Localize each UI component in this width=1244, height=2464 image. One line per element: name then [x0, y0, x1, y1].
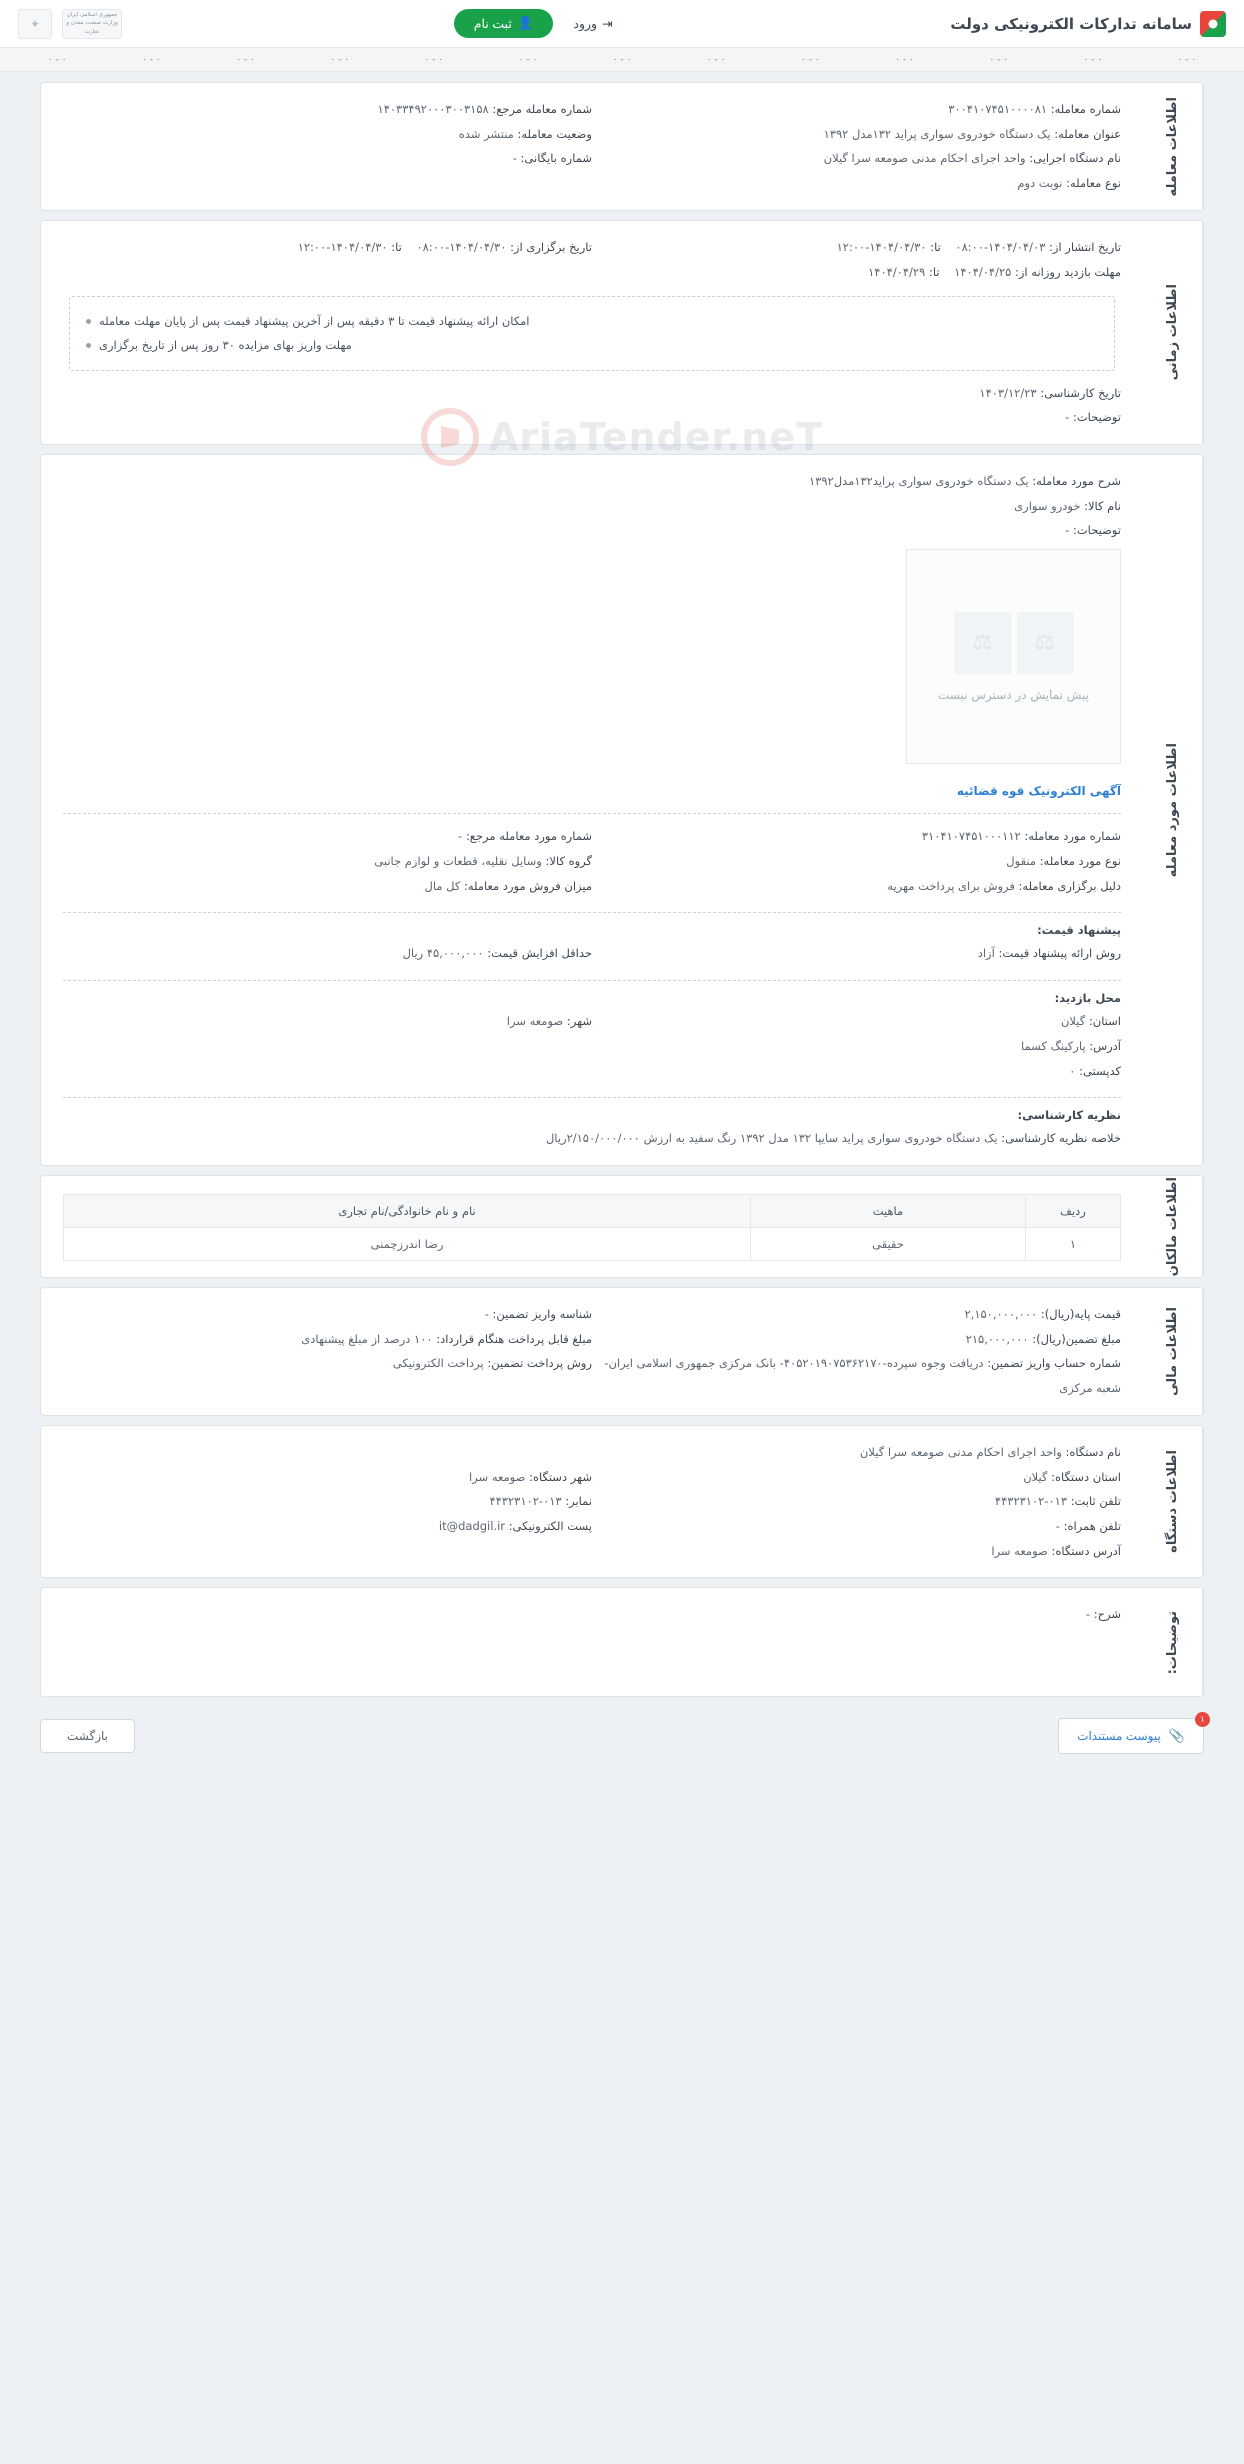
section-deal-info-tab [1143, 83, 1203, 210]
login-label: ورود [573, 17, 598, 31]
deal-org-row [592, 146, 1121, 171]
section-organization [40, 1425, 1204, 1579]
visit-city-label: شهر: [566, 1014, 592, 1029]
deposit-row [592, 1327, 1121, 1352]
ticker-item: ۰ - ۰ [1083, 54, 1103, 65]
publish-date-to-label: تا: [930, 239, 941, 254]
ticker-item: ۰ - ۰ [47, 54, 67, 65]
expert-date-row [63, 381, 1121, 406]
visit-date-label: مهلت بازدید روزانه از: [1015, 264, 1121, 279]
image-placeholder-icon: ⚖ [955, 612, 1011, 674]
ticker-item: ۰ - ۰ [801, 54, 820, 65]
visit-postal-label: کدپستی: [1079, 1063, 1121, 1078]
price-step-label: حداقل افزایش قیمت: [487, 946, 592, 961]
deal-number-row [592, 97, 1121, 122]
deal-type-value: نوبت دوم [1017, 176, 1063, 191]
section-owners-tab [1143, 1176, 1203, 1277]
section-owners-title: اطلاعات مالکان [1165, 1176, 1180, 1277]
org-mobile-value: - [1055, 1518, 1060, 1533]
deal-org-label: نام دستگاه اجرایی: [1029, 151, 1121, 166]
item-ref-row [63, 824, 592, 849]
price-section-title: پیشنهاد قیمت: [1037, 923, 1121, 938]
deal-status-value: منتشر شده [458, 126, 514, 141]
hold-date-to: ۱۴۰۴/۰۴/۳۰-۱۲:۰۰ [297, 239, 388, 254]
site-logo-icon [1200, 11, 1226, 37]
visit-section-title: محل بازدید: [1054, 991, 1121, 1006]
notes-row [63, 1602, 1121, 1627]
divider [63, 1097, 1121, 1098]
org-mobile-row [592, 1514, 1121, 1539]
account-label: شماره حساب واریز تضمین: [987, 1356, 1121, 1371]
visit-city-value: صومعه سرا [506, 1014, 564, 1029]
visit-postal-value: ۰ [1069, 1063, 1076, 1078]
visit-address-row [592, 1034, 1121, 1059]
org-email-value: it@dadgil.ir [438, 1518, 506, 1533]
hold-date-row [63, 235, 592, 260]
divider [63, 980, 1121, 981]
section-organization-title: اطلاعات دستگاه [1165, 1450, 1180, 1554]
notice-text: مهلت واریز بهای مزایده ۳۰ روز پس از تاریخ برگزاری [99, 338, 352, 353]
org-address-label: آدرس دستگاه: [1051, 1543, 1121, 1558]
item-group-value: وسایل نقلیه، قطعات و لوازم جانبی [374, 853, 542, 868]
shenase-label: شناسه واریز تضمین: [492, 1306, 592, 1321]
section-subject [40, 454, 1204, 1166]
deal-ref-row [63, 97, 592, 122]
item-reason-row [592, 874, 1121, 899]
item-ref-label: شماره مورد معامله مرجع: [465, 829, 592, 844]
publish-date-row [592, 235, 1121, 260]
org-fax-value: ۰۱۳-۴۴۳۲۳۱۰۲ [489, 1494, 562, 1509]
section-deal-info-body [41, 83, 1143, 210]
subject-desc-row [63, 469, 1121, 494]
expert-section-title: نظریه کارشناسی: [1017, 1108, 1121, 1123]
section-time-info [40, 220, 1204, 445]
pay-method-label: روش پرداخت تضمین: [487, 1356, 592, 1371]
section-financial-title: اطلاعات مالی [1165, 1306, 1180, 1396]
bullet-icon [86, 319, 91, 324]
shenase-row [63, 1302, 592, 1327]
back-button[interactable]: بازگشت [40, 1719, 135, 1753]
time-notice-1 [86, 309, 1098, 333]
attachments-button[interactable] [1058, 1714, 1205, 1754]
section-owners-body [41, 1176, 1143, 1277]
attachments-label: پیوست مستندات [1077, 1729, 1161, 1744]
hold-date-label: تاریخ برگزاری از: [510, 239, 592, 254]
subject-notes-value: - [1065, 523, 1070, 538]
section-financial-body [41, 1288, 1143, 1415]
item-number-value: ۳۱۰۴۱۰۷۴۵۱۰۰۰۱۱۲ [921, 829, 1021, 844]
ticker-item: ۰ - ۰ [330, 54, 349, 65]
subject-notes-row [63, 518, 1121, 543]
ticker-item: ۰ - ۰ [895, 54, 914, 65]
ticker-item: ۰ - ۰ [424, 54, 444, 65]
base-price-value: ۲,۱۵۰,۰۰۰,۰۰۰ [964, 1306, 1038, 1321]
price-method-value: آزاد [977, 946, 995, 961]
contract-payment-value: ۱۰۰ درصد از مبلغ پیشنهادی [301, 1331, 433, 1346]
org-unit-value: واحد اجرای احکام مدنی صومعه سرا گیلان [859, 1444, 1062, 1459]
subject-notes-label: توضیحات: [1072, 523, 1121, 538]
section-financial-tab [1143, 1288, 1203, 1415]
item-type-row [592, 849, 1121, 874]
notes-value: - [1085, 1607, 1091, 1622]
org-unit-label: نام دستگاه: [1065, 1444, 1121, 1459]
deal-number-label: شماره معامله: [1050, 102, 1121, 116]
footer-actions [0, 1706, 1244, 1758]
section-organization-tab [1143, 1426, 1203, 1578]
contract-payment-label: مبلغ قابل پرداخت هنگام قرارداد: [436, 1331, 592, 1346]
section-notes-body [41, 1588, 1143, 1696]
section-deal-info-title: اطلاعات معامله [1165, 96, 1180, 197]
item-group-row [63, 849, 592, 874]
item-group-label: گروه کالا: [545, 853, 592, 868]
pay-method-row [63, 1351, 592, 1376]
user-plus-icon: 👤 [517, 16, 534, 30]
org-unit-row [63, 1440, 1121, 1465]
paperclip-icon: 📎 [1168, 1728, 1185, 1744]
section-financial [40, 1287, 1204, 1416]
top-bar [0, 0, 1244, 48]
item-number-label: شماره مورد معامله: [1024, 829, 1121, 844]
account-row [592, 1351, 1121, 1400]
hold-date-to-label: تا: [391, 239, 402, 254]
brand [950, 11, 1226, 37]
org-province-label: استان دستگاه: [1051, 1469, 1121, 1484]
section-subject-title: اطلاعات مورد معامله [1165, 742, 1180, 878]
ticker-item: ۰ - ۰ [142, 54, 161, 65]
register-button[interactable] [454, 9, 554, 38]
org-province-value: گیلان [1023, 1469, 1048, 1484]
org-city-value: صومعه سرا [469, 1469, 526, 1484]
section-notes-tab [1143, 1588, 1203, 1696]
section-time-info-tab [1143, 221, 1203, 444]
price-method-label: روش ارائه پیشنهاد قیمت: [998, 946, 1121, 961]
image-placeholder-icon: ⚖ [1017, 612, 1073, 674]
visit-date-to: ۱۴۰۴/۰۴/۲۹ [868, 264, 926, 279]
org-address-row [592, 1539, 1121, 1564]
expert-summary-row [63, 1126, 1121, 1151]
publish-date-to: ۱۴۰۴/۰۴/۳۰-۱۲:۰۰ [836, 239, 927, 254]
expert-summary-label: خلاصه نظریه کارشناسی: [1001, 1131, 1121, 1146]
ticker-item: ۰ - ۰ [236, 54, 255, 65]
item-amount-row [63, 874, 592, 899]
section-time-info-title: اطلاعات زمانی [1165, 284, 1180, 381]
owners-col-index: ردیف [1025, 1194, 1120, 1227]
visit-province-row [592, 1009, 1121, 1034]
expert-summary-value: یک دستگاه خودروی سواری پراید سایپا ۱۳۲ مدل ۱۳۹۲ رنگ سفید به ارزش ۲/۱۵۰/۰۰۰/۰۰۰ریال [545, 1131, 998, 1146]
time-desc-value: - [1065, 410, 1070, 425]
section-notes-title: توضیحات: [1165, 1610, 1180, 1675]
deal-title-value: یک دستگاه خودروی سواری پراید ۱۳۲مدل ۱۳۹۲ [823, 126, 1051, 141]
owner-nature: حقیقی [751, 1227, 1026, 1260]
deal-archive-row [63, 146, 592, 171]
item-number-row [592, 824, 1121, 849]
expert-date-label: تاریخ کارشناسی: [1040, 385, 1121, 400]
deal-ref-value: ۱۴۰۳۳۴۹۲۰۰۰۳۰۰۳۱۵۸ [377, 102, 489, 116]
time-notice-2 [86, 333, 1098, 357]
expert-date-value: ۱۴۰۳/۱۲/۲۳ [979, 385, 1037, 400]
org-email-label: پست الکترونیکی: [508, 1518, 592, 1533]
section-time-info-body [41, 221, 1143, 444]
deal-status-label: وضعیت معامله: [517, 126, 592, 141]
item-reason-label: دلیل برگزاری معامله: [1018, 878, 1121, 893]
deal-number-value: ۳۰۰۴۱۰۷۴۵۱۰۰۰۰۸۱ [948, 102, 1048, 116]
item-amount-value: کل مال [424, 878, 461, 893]
visit-city-row [63, 1009, 592, 1034]
preview-unavailable-label: پیش نمایش در دسترس نیست [938, 687, 1089, 702]
subject-goods-row [63, 494, 1121, 519]
price-method-row [592, 941, 1121, 966]
subject-goods-label: نام کالا: [1084, 498, 1121, 513]
org-address-value: صومعه سرا [991, 1543, 1048, 1558]
subject-desc-label: شرح مورد معامله: [1032, 474, 1121, 489]
ticker-item: ۰ - ۰ [1177, 54, 1197, 65]
visit-postal-row [592, 1059, 1121, 1084]
table-row [64, 1227, 1121, 1260]
notes-label: شرح: [1093, 1607, 1121, 1622]
ticker-item: ۰ - ۰ [989, 54, 1008, 65]
contract-payment-row [63, 1327, 592, 1352]
item-type-value: منقول [1006, 853, 1037, 868]
login-icon: ⇥ [602, 17, 613, 31]
site-title: سامانه تدارکات الکترونیکی دولت [950, 14, 1192, 33]
judiciary-ad-link[interactable]: آگهی الکترونیک قوه قضائیه [956, 784, 1121, 799]
deal-archive-label: شماره بایگانی: [520, 151, 592, 166]
divider [63, 912, 1121, 913]
preview-thumbnails [955, 612, 1073, 674]
deposit-value: ۲۱۵,۰۰۰,۰۰۰ [965, 1331, 1029, 1346]
deal-archive-value: - [512, 151, 517, 166]
attachments-count-badge: ۱ [1195, 1712, 1210, 1727]
auth-area [454, 9, 619, 38]
section-organization-body [41, 1426, 1143, 1578]
base-price-label: قیمت پایه(ریال): [1040, 1306, 1121, 1321]
section-subject-body [41, 455, 1143, 1165]
visit-province-value: گیلان [1060, 1014, 1086, 1029]
price-step-row [63, 941, 592, 966]
publish-date-from: ۱۴۰۴/۰۴/۰۳-۰۸:۰۰ [955, 239, 1046, 254]
login-button[interactable] [567, 12, 618, 35]
owners-col-name: نام و نام خانوادگی/نام تجاری [64, 1194, 751, 1227]
owner-index: ۱ [1025, 1227, 1120, 1260]
document-sheet [0, 72, 1244, 1697]
gov-badge-enamad: جمهوری اسلامی ایران وزارت صنعت، معدن و تجارت [62, 9, 122, 39]
org-fax-row [63, 1489, 592, 1514]
visit-date-to-label: تا: [928, 264, 940, 279]
image-preview-placeholder [906, 549, 1121, 764]
item-amount-label: میزان فروش مورد معامله: [463, 878, 592, 893]
bullet-icon [86, 343, 91, 348]
preview-area [63, 543, 1121, 764]
register-label: ثبت نام [473, 17, 512, 31]
visit-address-label: آدرس: [1089, 1038, 1121, 1053]
deal-status-row [63, 122, 592, 147]
org-tel-label: تلفن ثابت: [1070, 1494, 1121, 1509]
deal-title-label: عنوان معامله: [1054, 126, 1121, 141]
notice-text: امکان ارائه پیشنهاد قیمت تا ۳ دقیقه پس از آخرین پیشنهاد قیمت پس از پایان مهلت معامله [99, 314, 530, 329]
visit-date-from: ۱۴۰۴/۰۴/۲۵ [954, 264, 1012, 279]
time-desc-label: توضیحات: [1072, 410, 1121, 425]
item-reason-value: فروش برای پرداخت مهریه [887, 878, 1015, 893]
price-ticker [0, 48, 1244, 72]
price-step-value: ۴۵,۰۰۰,۰۰۰ ریال [402, 946, 484, 961]
deposit-label: مبلغ تضمین(ریال): [1032, 1331, 1121, 1346]
section-owners [40, 1175, 1204, 1278]
org-city-label: شهر دستگاه: [529, 1469, 592, 1484]
deal-ref-label: شماره معامله مرجع: [492, 102, 592, 116]
divider [63, 813, 1121, 814]
base-price-row [592, 1302, 1121, 1327]
section-notes [40, 1587, 1204, 1697]
subject-goods-value: خودرو سواری [1014, 498, 1081, 513]
ticker-item: ۰ - ۰ [706, 54, 726, 65]
item-type-label: نوع مورد معامله: [1039, 853, 1121, 868]
deal-type-row [592, 171, 1121, 196]
owners-table-header-row [64, 1194, 1121, 1227]
org-tel-row [592, 1489, 1121, 1514]
org-fax-label: نمابر: [565, 1494, 592, 1509]
deal-org-value: واحد اجرای احکام مدنی صومعه سرا گیلان [823, 151, 1026, 166]
hold-date-from: ۱۴۰۴/۰۴/۳۰-۰۸:۰۰ [416, 239, 507, 254]
owners-col-nature: ماهیت [751, 1194, 1026, 1227]
deal-title-row [592, 122, 1121, 147]
visit-date-row [592, 260, 1121, 285]
org-city-row [63, 1465, 592, 1490]
org-mobile-label: تلفن همراه: [1063, 1518, 1121, 1533]
org-tel-value: ۰۱۳-۴۴۳۲۳۱۰۲ [994, 1494, 1068, 1509]
section-deal-info [40, 82, 1204, 211]
visit-province-label: استان: [1088, 1014, 1121, 1029]
time-notices [69, 296, 1115, 370]
visit-address-value: پارکینگ کسما [1021, 1038, 1086, 1053]
watermark-text: AriaTender.neT [489, 415, 823, 459]
subject-desc-value: یک دستگاه خودروی سواری پراید۱۳۲مدل۱۳۹۲ [809, 474, 1029, 489]
gov-seal-icon: ✦ [18, 9, 52, 39]
section-subject-tab [1143, 455, 1203, 1165]
shenase-value: - [484, 1306, 489, 1321]
gov-logos [18, 9, 122, 39]
owner-name: رضا اندرزچمنی [64, 1227, 751, 1260]
account-value: دریافت وجوه سپرده-۴۰۵۲۰۱۹۰۷۵۳۶۲۱۷۰- بانک مرکزی جمهوری اسلامی ایران- شعبه مرکزی [604, 1356, 1121, 1396]
ticker-item: ۰ - ۰ [518, 54, 538, 65]
item-ref-value: - [458, 829, 463, 844]
publish-date-label: تاریخ انتشار از: [1049, 239, 1121, 254]
owners-table [63, 1194, 1121, 1261]
org-province-row [592, 1465, 1121, 1490]
ticker-item: ۰ - ۰ [612, 54, 632, 65]
time-desc-row [63, 405, 1121, 430]
deal-type-label: نوع معامله: [1066, 176, 1121, 191]
org-email-row [63, 1514, 592, 1539]
pay-method-value: پرداخت الکترونیکی [392, 1356, 484, 1371]
